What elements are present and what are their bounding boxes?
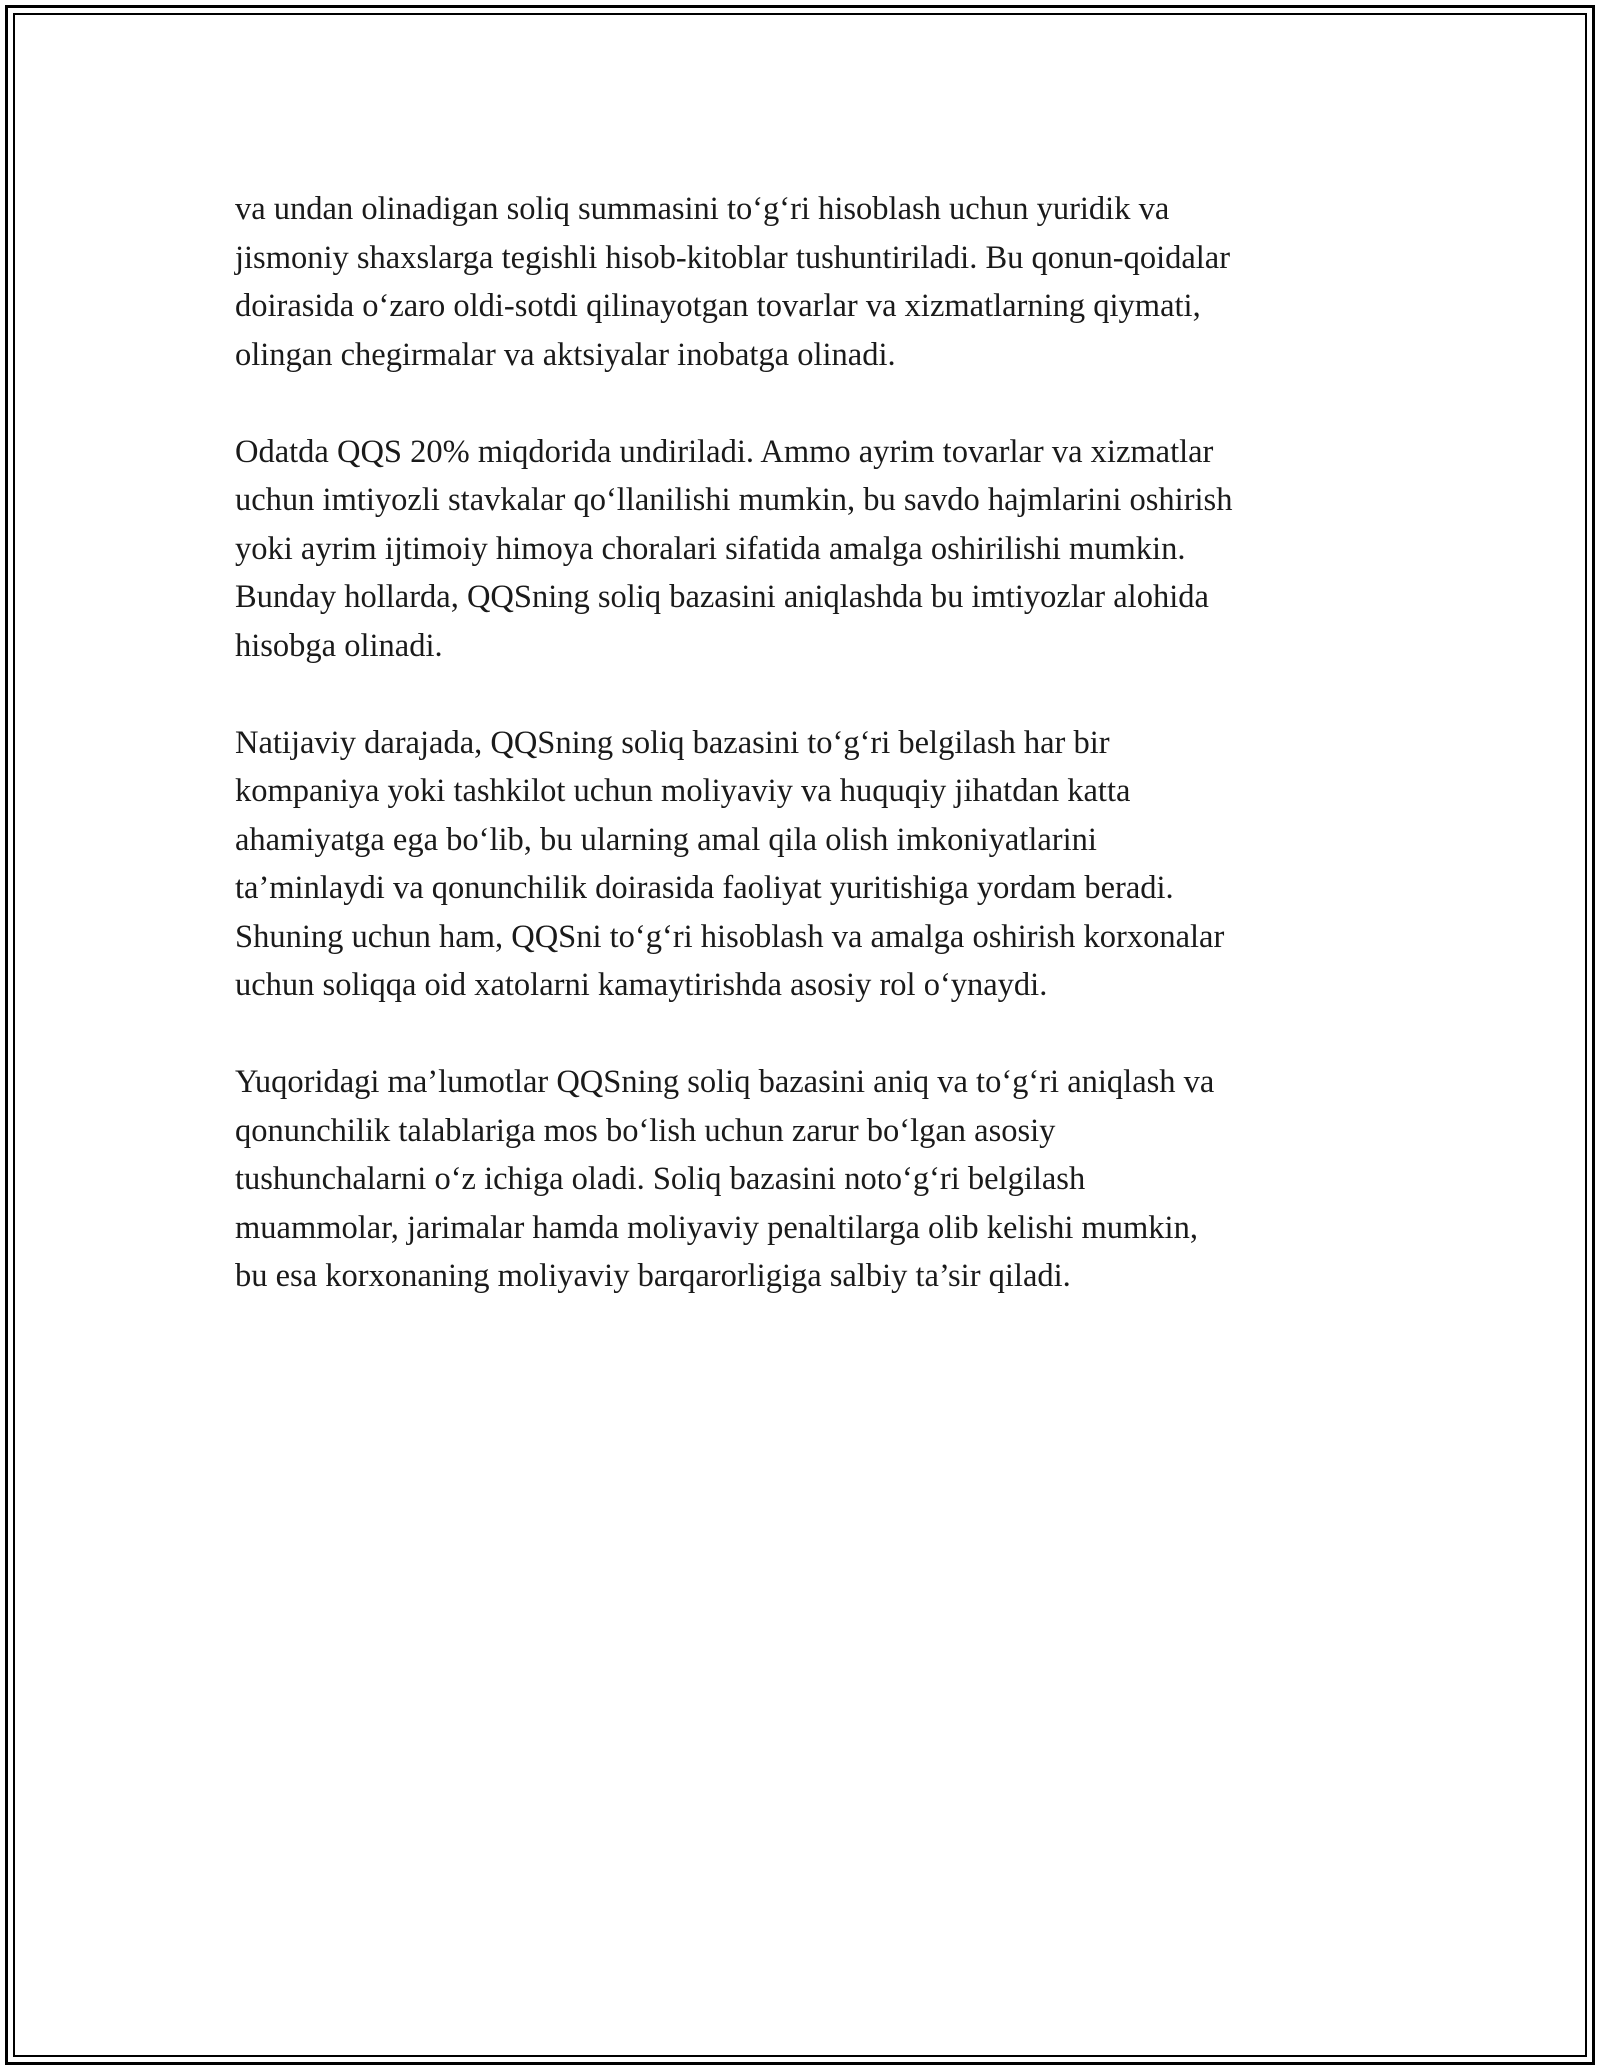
text-line: Shuning uchun ham, QQSni to‘g‘ri hisoblash va amalga oshirish korxonalar <box>235 918 1225 955</box>
text-line: bu esa korxonaning moliyaviy barqarorligiga salbiy ta’sir qiladi. <box>235 1258 1071 1294</box>
text-line: jismoniy shaxslarga tegishli hisob-kitoblar tushuntiriladi. Bu qonun-qoidalar <box>235 239 1231 276</box>
text-line: olingan chegirmalar va aktsiyalar inobatga olinadi. <box>235 336 896 373</box>
text-line: muammolar, jarimalar hamda moliyaviy penaltilarga olib kelishi mumkin, <box>235 1209 1198 1246</box>
paragraph-2 <box>235 428 1395 671</box>
text-line: qonunchilik talablariga mos bo‘lish uchun zarur bo‘lgan asosiy <box>235 1112 1056 1149</box>
text-line: Natijaviy darajada, QQSning soliq bazasini to‘g‘ri belgilash har bir <box>235 724 1110 761</box>
paragraph-1 <box>235 185 1395 379</box>
paragraph-3 <box>235 719 1395 1010</box>
text-line: tushunchalarni o‘z ichiga oladi. Soliq bazasini noto‘g‘ri belgilash <box>235 1161 1086 1197</box>
text-line: Bunday hollarda, QQSning soliq bazasini aniqlashda bu imtiyozlar alohida <box>235 579 1209 615</box>
text-line: va undan olinadigan soliq summasini to‘g‘ri hisoblash uchun yuridik va <box>235 191 1170 227</box>
text-line: ahamiyatga ega bo‘lib, bu ularning amal qila olish imkoniyatlarini <box>235 821 1097 858</box>
text-line: kompaniya yoki tashkilot uchun moliyaviy va huquqiy jihatdan katta <box>235 773 1131 809</box>
text-line: Yuqoridagi ma’lumotlar QQSning soliq bazasini aniq va to‘g‘ri aniqlash va <box>235 1064 1215 1100</box>
text-line: Odatda QQS 20% miqdorida undiriladi. Ammo ayrim tovarlar va xizmatlar <box>235 433 1214 470</box>
text-line: uchun soliqqa oid xatolarni kamaytirishda asosiy rol o‘ynaydi. <box>235 967 1048 1003</box>
text-line: doirasida o‘zaro oldi-sotdi qilinayotgan tovarlar va xizmatlarning qiymati, <box>235 288 1201 324</box>
text-line: hisobga olinadi. <box>235 627 443 664</box>
paragraph-4 <box>235 1058 1395 1301</box>
text-line: ta’minlaydi va qonunchilik doirasida faoliyat yuritishiga yordam beradi. <box>235 870 1174 906</box>
document-body <box>235 185 1395 1349</box>
text-line: uchun imtiyozli stavkalar qo‘llanilishi mumkin, bu savdo hajmlarini oshirish <box>235 482 1233 518</box>
text-line: yoki ayrim ijtimoiy himoya choralari sifatida amalga oshirilishi mumkin. <box>235 530 1186 567</box>
